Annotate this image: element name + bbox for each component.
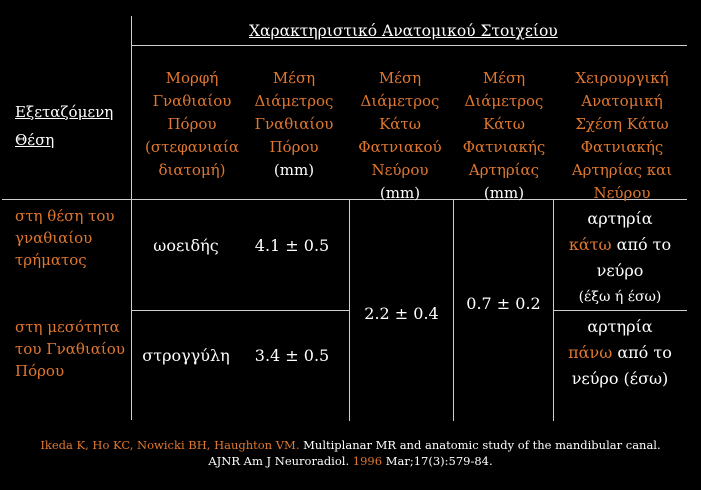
column-header-line: Φατνιακού: [358, 138, 442, 156]
citation-line-2: [0, 453, 701, 469]
relation-line: (έξω ή έσω): [578, 289, 662, 305]
relation-text: από το: [611, 235, 672, 254]
column-header-line: Νεύρου: [593, 184, 651, 202]
relation-line: αρτηρία: [587, 317, 653, 336]
row-header-line-1: Εξεταζόμενη: [15, 103, 114, 121]
column-header-line: Σχέση Κάτω: [575, 115, 669, 133]
row-1-relation: [555, 206, 685, 310]
column-header-shape: [136, 67, 248, 182]
column-header-nerve-diameter: [352, 67, 448, 205]
column-header-line: Μέση: [482, 69, 526, 87]
position-line: γναθιαίου: [15, 229, 93, 247]
citation: [0, 437, 701, 469]
citation-details: Mar;17(3):579-84.: [382, 454, 493, 468]
column-header-line: διατομή): [158, 161, 226, 179]
column-header-line: Κάτω: [483, 115, 525, 133]
column-header-line: Χειρουργική: [575, 69, 669, 87]
column-header-line: Πόρου: [167, 115, 217, 133]
relation-keyword: κάτω: [568, 235, 612, 254]
position-line: του Γναθιαίου: [15, 340, 125, 358]
table-title: Χαρακτηριστικό Ανατομικού Στοιχείου: [249, 22, 558, 40]
column-header-line: Κάτω: [379, 115, 421, 133]
relation-line: νεύρο (έσω): [571, 369, 669, 388]
column-header-canal-diameter: [245, 67, 343, 182]
citation-title: Multiplanar MR and anatomic study of the mandibular canal.: [299, 438, 661, 452]
citation-year: 1996: [352, 454, 383, 468]
citation-line-1: [0, 437, 701, 453]
column-header-line: Μέση: [378, 69, 422, 87]
row-2-position: [15, 316, 125, 382]
column-header-line: Αρτηρίας και: [571, 161, 673, 179]
row-divider-relation: [553, 310, 687, 311]
row-2-canal-diameter: 3.4 ± 0.5: [254, 346, 330, 365]
column-header-line: (στεφανιαία: [145, 138, 239, 156]
row-1-shape: ωοειδής: [153, 236, 219, 255]
citation-journal: AJNR Am J Neuroradiol.: [208, 454, 353, 468]
relation-line: [555, 340, 685, 366]
column-header-line: Διάμετρος: [254, 92, 334, 110]
relation-text: από το: [612, 343, 672, 362]
row-2-shape: στρογγύλη: [142, 346, 230, 365]
position-line: Πόρου: [15, 362, 65, 380]
row-2-relation: [555, 314, 685, 392]
column-header-line: Μέση: [272, 69, 316, 87]
artery-diameter-value: 0.7 ± 0.2: [466, 294, 541, 313]
column-header-surgical-relation: [557, 67, 687, 205]
column-header-line: Διάμετρος: [360, 92, 440, 110]
column-header-unit: (mm): [483, 184, 525, 202]
column-header-line: Διάμετρος: [464, 92, 544, 110]
column-header-line: Αρτηρίας: [468, 161, 540, 179]
nerve-diameter-value: 2.2 ± 0.4: [364, 304, 439, 323]
column-header-line: Φατνιακής: [580, 138, 664, 156]
row-divider-shape: [131, 310, 349, 311]
column-header-unit: (mm): [273, 161, 315, 179]
column-header-line: Φατνιακής: [462, 138, 546, 156]
column-header-line: Ανατομική: [581, 92, 663, 110]
column-header-line: Μορφή: [165, 69, 219, 87]
column-header-artery-diameter: [456, 67, 552, 205]
citation-authors: Ikeda K, Ho KC, Nowicki BH, Haughton VM.: [40, 438, 300, 452]
row-header: [15, 98, 113, 154]
position-line: στη μεσότητα: [15, 318, 120, 336]
row-1-canal-diameter: 4.1 ± 0.5: [254, 236, 330, 255]
column-header-line: Γναθιαίου: [254, 115, 334, 133]
horizontal-rule-header: [131, 45, 687, 46]
column-header-line: Γναθιαίου: [152, 92, 232, 110]
position-line: στη θέση του: [15, 207, 115, 225]
relation-line: νεύρο: [596, 261, 644, 280]
relation-keyword: πάνω: [568, 343, 613, 362]
vertical-divider-left: [131, 16, 132, 420]
column-header-line: Πόρου: [269, 138, 319, 156]
column-header-line: Νεύρου: [371, 161, 429, 179]
row-header-line-2: Θέση: [15, 131, 55, 149]
relation-line: αρτηρία: [587, 209, 653, 228]
column-header-unit: (mm): [379, 184, 421, 202]
position-line: τρήματος: [15, 251, 87, 269]
relation-line: [555, 232, 685, 258]
row-1-position: [15, 205, 115, 271]
